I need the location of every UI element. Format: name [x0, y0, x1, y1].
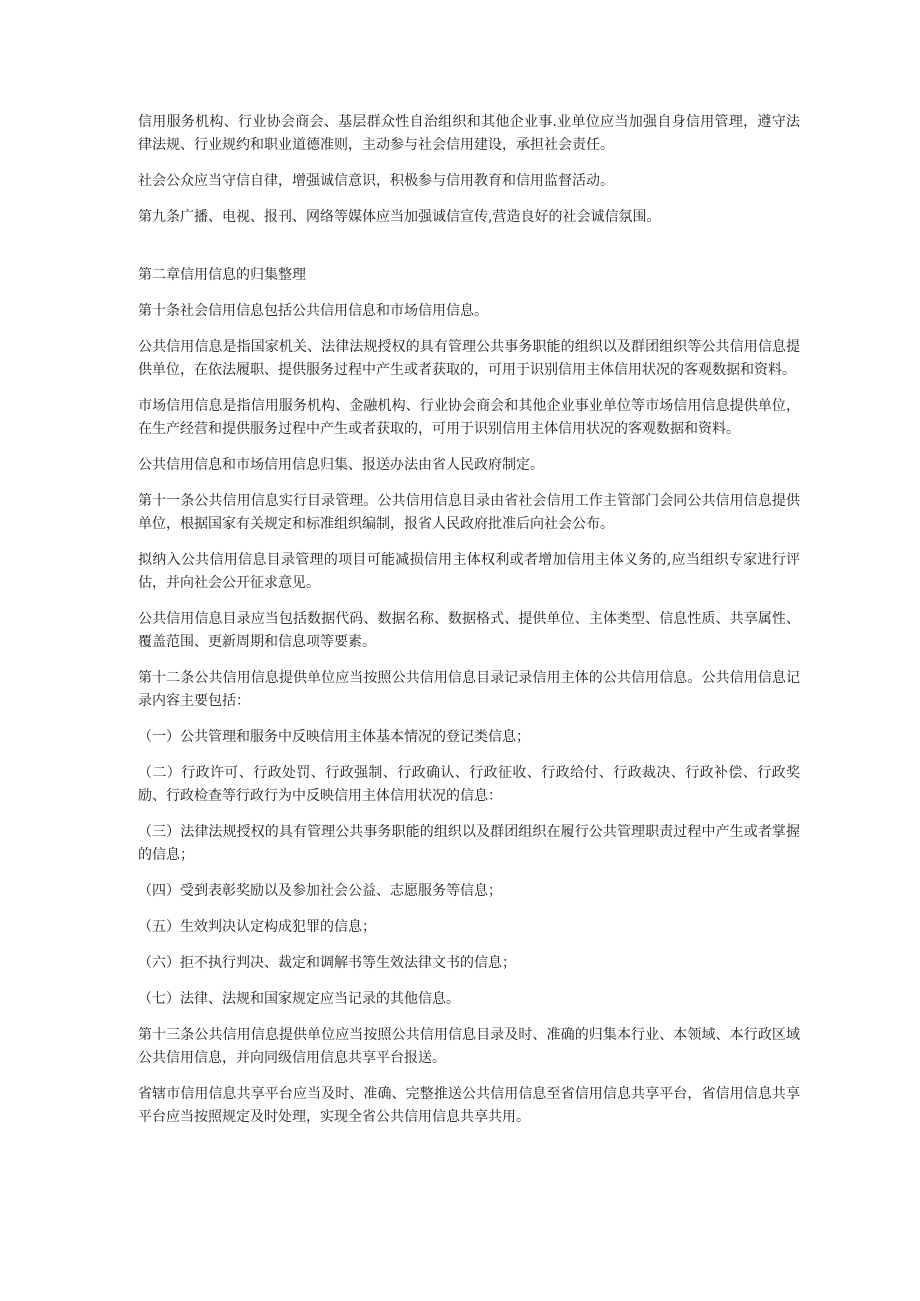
paragraph: 市场信用信息是指信用服务机构、金融机构、行业协会商会和其他企业事业单位等市场信用信息提供单位，在生产经营和提供服务过程中产生或者获取的，可用于识别信用主体信用状况的客观数据和资料。: [138, 398, 800, 437]
list-item: （四）受到表彰奖励以及参加社会公益、志愿服务等信息；: [138, 883, 502, 899]
paragraph: 第九条广播、电视、报刊、网络等媒体应当加强诚信宣传,营造良好的社会诚信氛围。: [138, 209, 661, 225]
paragraph: 社会公众应当守信自律，增强诚信意识，积极参与信用教育和信用监督活动。: [138, 173, 614, 189]
paragraph: 第十三条公共信用信息提供单位应当按照公共信用信息目录及时、准确的归集本行业、本领域、本行政区域公共信用信息，并向同级信用信息共享平台报送。: [138, 1027, 800, 1066]
list-item: （三）法律法规授权的具有管理公共事务职能的组织以及群团组织在履行公共管理职责过程中产生或者掌握的信息；: [138, 824, 800, 863]
list-item: （六）拒不执行判决、裁定和调解书等生效法律文书的信息；: [138, 955, 516, 971]
paragraph: 第十二条公共信用信息提供单位应当按照公共信用信息目录记录信用主体的公共信用信息。公共信用信息记录内容主要包括：: [138, 670, 800, 709]
list-item: （一）公共管理和服务中反映信用主体基本情况的登记类信息；: [138, 729, 530, 745]
list-item: （七）法律、法规和国家规定应当记录的其他信息。: [138, 991, 460, 1007]
paragraph: 第十一条公共信用信息实行目录管理。公共信用信息目录由省社会信用工作主管部门会同公共信用信息提供单位，根据国家有关规定和标准组织编制，报省人民政府批准后向社会公布。: [138, 493, 800, 532]
document-page: [138, 111, 800, 1142]
paragraph: 拟纳入公共信用信息目录管理的项目可能减损信用主体权利或者增加信用主体义务的,应当组织专家进行评估，并向社会公开征求意见。: [138, 552, 800, 591]
list-item: （五）生效判决认定构成犯罪的信息；: [138, 919, 376, 935]
paragraph: 公共信用信息和市场信用信息归集、报送办法由省人民政府制定。: [138, 457, 544, 473]
paragraph: 信用服务机构、行业协会商会、基层群众性自治组织和其他企业事.业单位应当加强自身信用管理，遵守法律法规、行业规约和职业道德准则，主动参与社会信用建设，承担社会责任。: [138, 114, 800, 153]
chapter-heading: 第二章信用信息的归集整理: [138, 267, 306, 283]
paragraph: 省辖市信用信息共享平台应当及时、准确、完整推送公共信用信息至省信用信息共享平台，省信用信息共享平台应当按照规定及时处理，实现全省公共信用信息共享共用。: [138, 1086, 800, 1125]
paragraph: 第十条社会信用信息包括公共信用信息和市场信用信息。: [138, 303, 488, 319]
list-item: （二）行政许可、行政处罚、行政强制、行政确认、行政征收、行政给付、行政裁决、行政补偿、行政奖励、行政检查等行政行为中反映信用主体信用状况的信息：: [138, 765, 800, 804]
paragraph: 公共信用信息目录应当包括数据代码、数据名称、数据格式、提供单位、主体类型、信息性质、共享属性、覆盖范围、更新周期和信息项等要素。: [138, 611, 800, 650]
paragraph: 公共信用信息是指国家机关、法律法规授权的具有管理公共事务职能的组织以及群团组织等公共信用信息提供单位，在依法履职、提供服务过程中产生或者获取的，可用于识别信用主体信用状况的客观数据和资料。: [138, 339, 800, 378]
